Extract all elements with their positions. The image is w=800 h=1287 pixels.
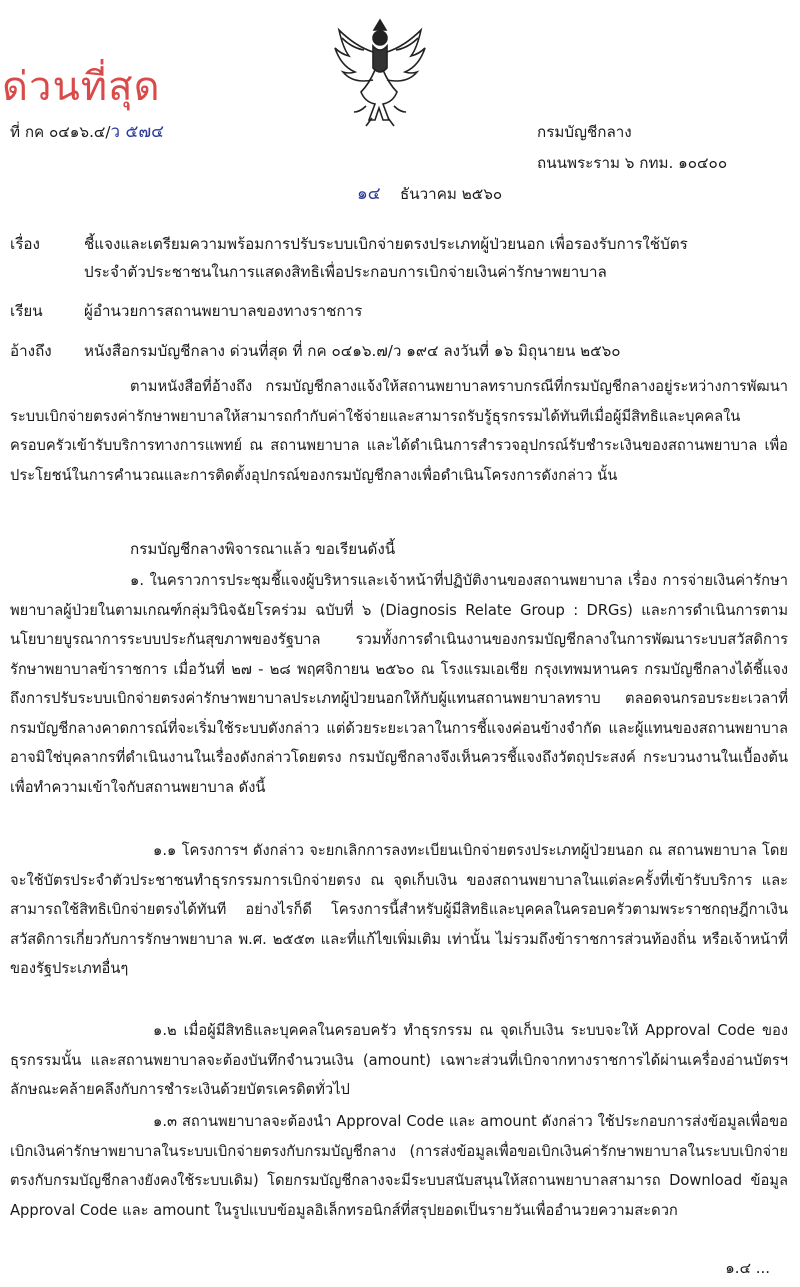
to-recipient: ผู้อำนวยการสถานพยาบาลของทางราชการ	[84, 302, 363, 320]
page-continuation: ๑.๔ ...	[725, 1259, 770, 1277]
issuer-address: ถนนพระราม ๖ กทม. ๑๐๔๐๐	[537, 154, 728, 172]
ref-prefix: ที่ กค ๐๔๑๖.๔/	[10, 123, 111, 141]
subject-line-1: ชี้แจงและเตรียมความพร้อมการปรับระบบเบิกจ่ายตรงประเภทผู้ป่วยนอก เพื่อรองรับการใช้บัตร	[84, 235, 688, 253]
issuer-name: กรมบัญชีกลาง	[537, 123, 632, 141]
body-paragraph-item-1-3: ๑.๓ สถานพยาบาลจะต้องนำ Approval Code และ amount ดังกล่าว ใช้ประกอบการส่งข้อมูลเพื่อขอเบิกเงินค่ารักษาพยาบาลในระบบเบิกจ่ายตรงกับกรมบัญชีกลาง (การส่งข้อมูลเพื่อขอเบิกเงินค่ารักษาพยาบาลในระบบเบิกจ่ายตรงกับกรมบัญชีกลางยังคงใช้ระบบเดิม) โดยกรมบัญชีกลางจะมีระบบสนับสนุนให้สถานพยาบาลสามารถ Download ข้อมูล Approval Code และ amount ในรูปแบบข้อมูลอิเล็กทรอนิกส์ที่สรุปยอดเป็นรายวันเพื่ออำนวยความสะดวก	[10, 1113, 788, 1219]
body-paragraph-item-1: ๑. ในคราวการประชุมชี้แจงผู้บริหารและเจ้าหน้าที่ปฏิบัติงานของสถานพยาบาล เรื่อง การจ่ายเงินค่ารักษาพยาบาลผู้ป่วยในตามเกณฑ์กลุ่มวินิจฉัยโรคร่วม ฉบับที่ ๖ (Diagnosis Relate Group : DRGs) และการดำเนินการตามนโยบายบูรณาการระบบประกันสุขภาพของรัฐบาล รวมทั้งการดำเนินงานของกรมบัญชีกลางในการพัฒนาระบบสวัสดิการรักษาพยาบาลข้าราชการ เมื่อวันที่ ๒๗ - ๒๘ พฤศจิกายน ๒๕๖๐ ณ โรงแรมเอเชีย กรุงเทพมหานคร กรมบัญชีกลางได้ชี้แจงถึงการปรับระบบเบิกจ่ายตรงค่ารักษาพยาบาลประเภทผู้ป่วยนอกให้กับผู้แทนสถานพยาบาลทราบ ตลอดจนกรอบระยะเวลาที่กรมบัญชีกลางคาดการณ์ที่จะเริ่มใช้ระบบดังกล่าว แต่ด้วยระยะเวลาในการชี้แจงค่อนข้างจำกัด และผู้แทนของสถานพยาบาลอาจมิใช่บุคลากรที่ดำเนินงานในเรื่องดังกล่าวโดยตรง กรมบัญชีกลางจึงเห็นควรชี้แจงถึงวัตถุประสงค์ กระบวนงานในเบื้องต้น เพื่อทำความเข้าใจกับสถานพยาบาล ดังนี้	[10, 572, 788, 796]
ref-handwritten: ว ๕๗๔	[110, 122, 164, 142]
reference-number	[10, 121, 164, 143]
body-paragraph-item-1-1: ๑.๑ โครงการฯ ดังกล่าว จะยกเลิกการลงทะเบียนเบิกจ่ายตรงประเภทผู้ป่วยนอก ณ สถานพยาบาล โดยจะใช้บัตรประจำตัวประชาชนทำธุรกรรมการเบิกจ่ายตรง ณ จุดเก็บเงิน ของสถานพยาบาลในแต่ละครั้งที่เข้ารับบริการ และสามารถใช้สิทธิเบิกจ่ายตรงได้ทันที อย่างไรก็ดี โครงการนี้สำหรับผู้มีสิทธิและบุคคลในครอบครัวตามพระราชกฤษฎีกาเงินสวัสดิการเกี่ยวกับการรักษาพยาบาล พ.ศ. ๒๕๕๓ และที่แก้ไขเพิ่มเติม เท่านั้น ไม่รวมถึงข้าราชการส่วนท้องถิ่น หรือเจ้าหน้าที่ของรัฐประเภทอื่นๆ	[10, 842, 788, 977]
document-date	[357, 183, 502, 205]
urgency-stamp: ด่วนที่สุด	[2, 64, 161, 110]
body-paragraph-considered: กรมบัญชีกลางพิจารณาแล้ว ขอเรียนดังนี้	[130, 540, 396, 558]
garuda-emblem-icon	[330, 14, 430, 132]
subject-line-2: ประจำตัวประชาชนในการแสดงสิทธิเพื่อประกอบการเบิกจ่ายเงินค่ารักษาพยาบาล	[84, 263, 607, 281]
reference-text: หนังสือกรมบัญชีกลาง ด่วนที่สุด ที่ กค ๐๔๑๖.๗/ว ๑๙๔ ลงวันที่ ๑๖ มิถุนายน ๒๕๖๐	[84, 342, 621, 360]
body-paragraph-intro: ตามหนังสือที่อ้างถึง กรมบัญชีกลางแจ้งให้สถานพยาบาลทราบกรณีที่กรมบัญชีกลางอยู่ระหว่างการพัฒนาระบบเบิกจ่ายตรงค่ารักษาพยาบาลให้สามารถกำกับค่าใช้จ่ายและสามารถรับรู้ธุรกรรมได้ทันทีเมื่อผู้มีสิทธิและบุคคลในครอบครัวเข้ารับบริการทางการแพทย์ ณ สถานพยาบาล และได้ดำเนินการสำรวจอุปกรณ์รับชำระเงินของสถานพยาบาล เพื่อประโยชน์ในการคำนวณและการติดตั้งอุปกรณ์ของกรมบัญชีกลางเพื่อดำเนินโครงการดังกล่าว นั้น	[10, 378, 788, 484]
date-day-handwritten: ๑๔	[357, 184, 381, 204]
body-paragraph-item-1-2: ๑.๒ เมื่อผู้มีสิทธิและบุคคลในครอบครัว ทำธุรกรรม ณ จุดเก็บเงิน ระบบจะให้ Approval Code ของธุรกรรมนั้น และสถานพยาบาลจะต้องบันทึกจำนวนเงิน (amount) เฉพาะส่วนที่เบิกจากทางราชการได้ผ่านเครื่องอ่านบัตรฯ ลักษณะคล้ายคลึงกับการชำระเงินด้วยบัตรเครดิตทั่วไป	[10, 1022, 788, 1098]
subject-label: เรื่อง	[10, 235, 40, 253]
to-label: เรียน	[10, 302, 43, 320]
reference-label: อ้างถึง	[10, 342, 52, 360]
date-month-year: ธันวาคม ๒๕๖๐	[399, 185, 503, 203]
